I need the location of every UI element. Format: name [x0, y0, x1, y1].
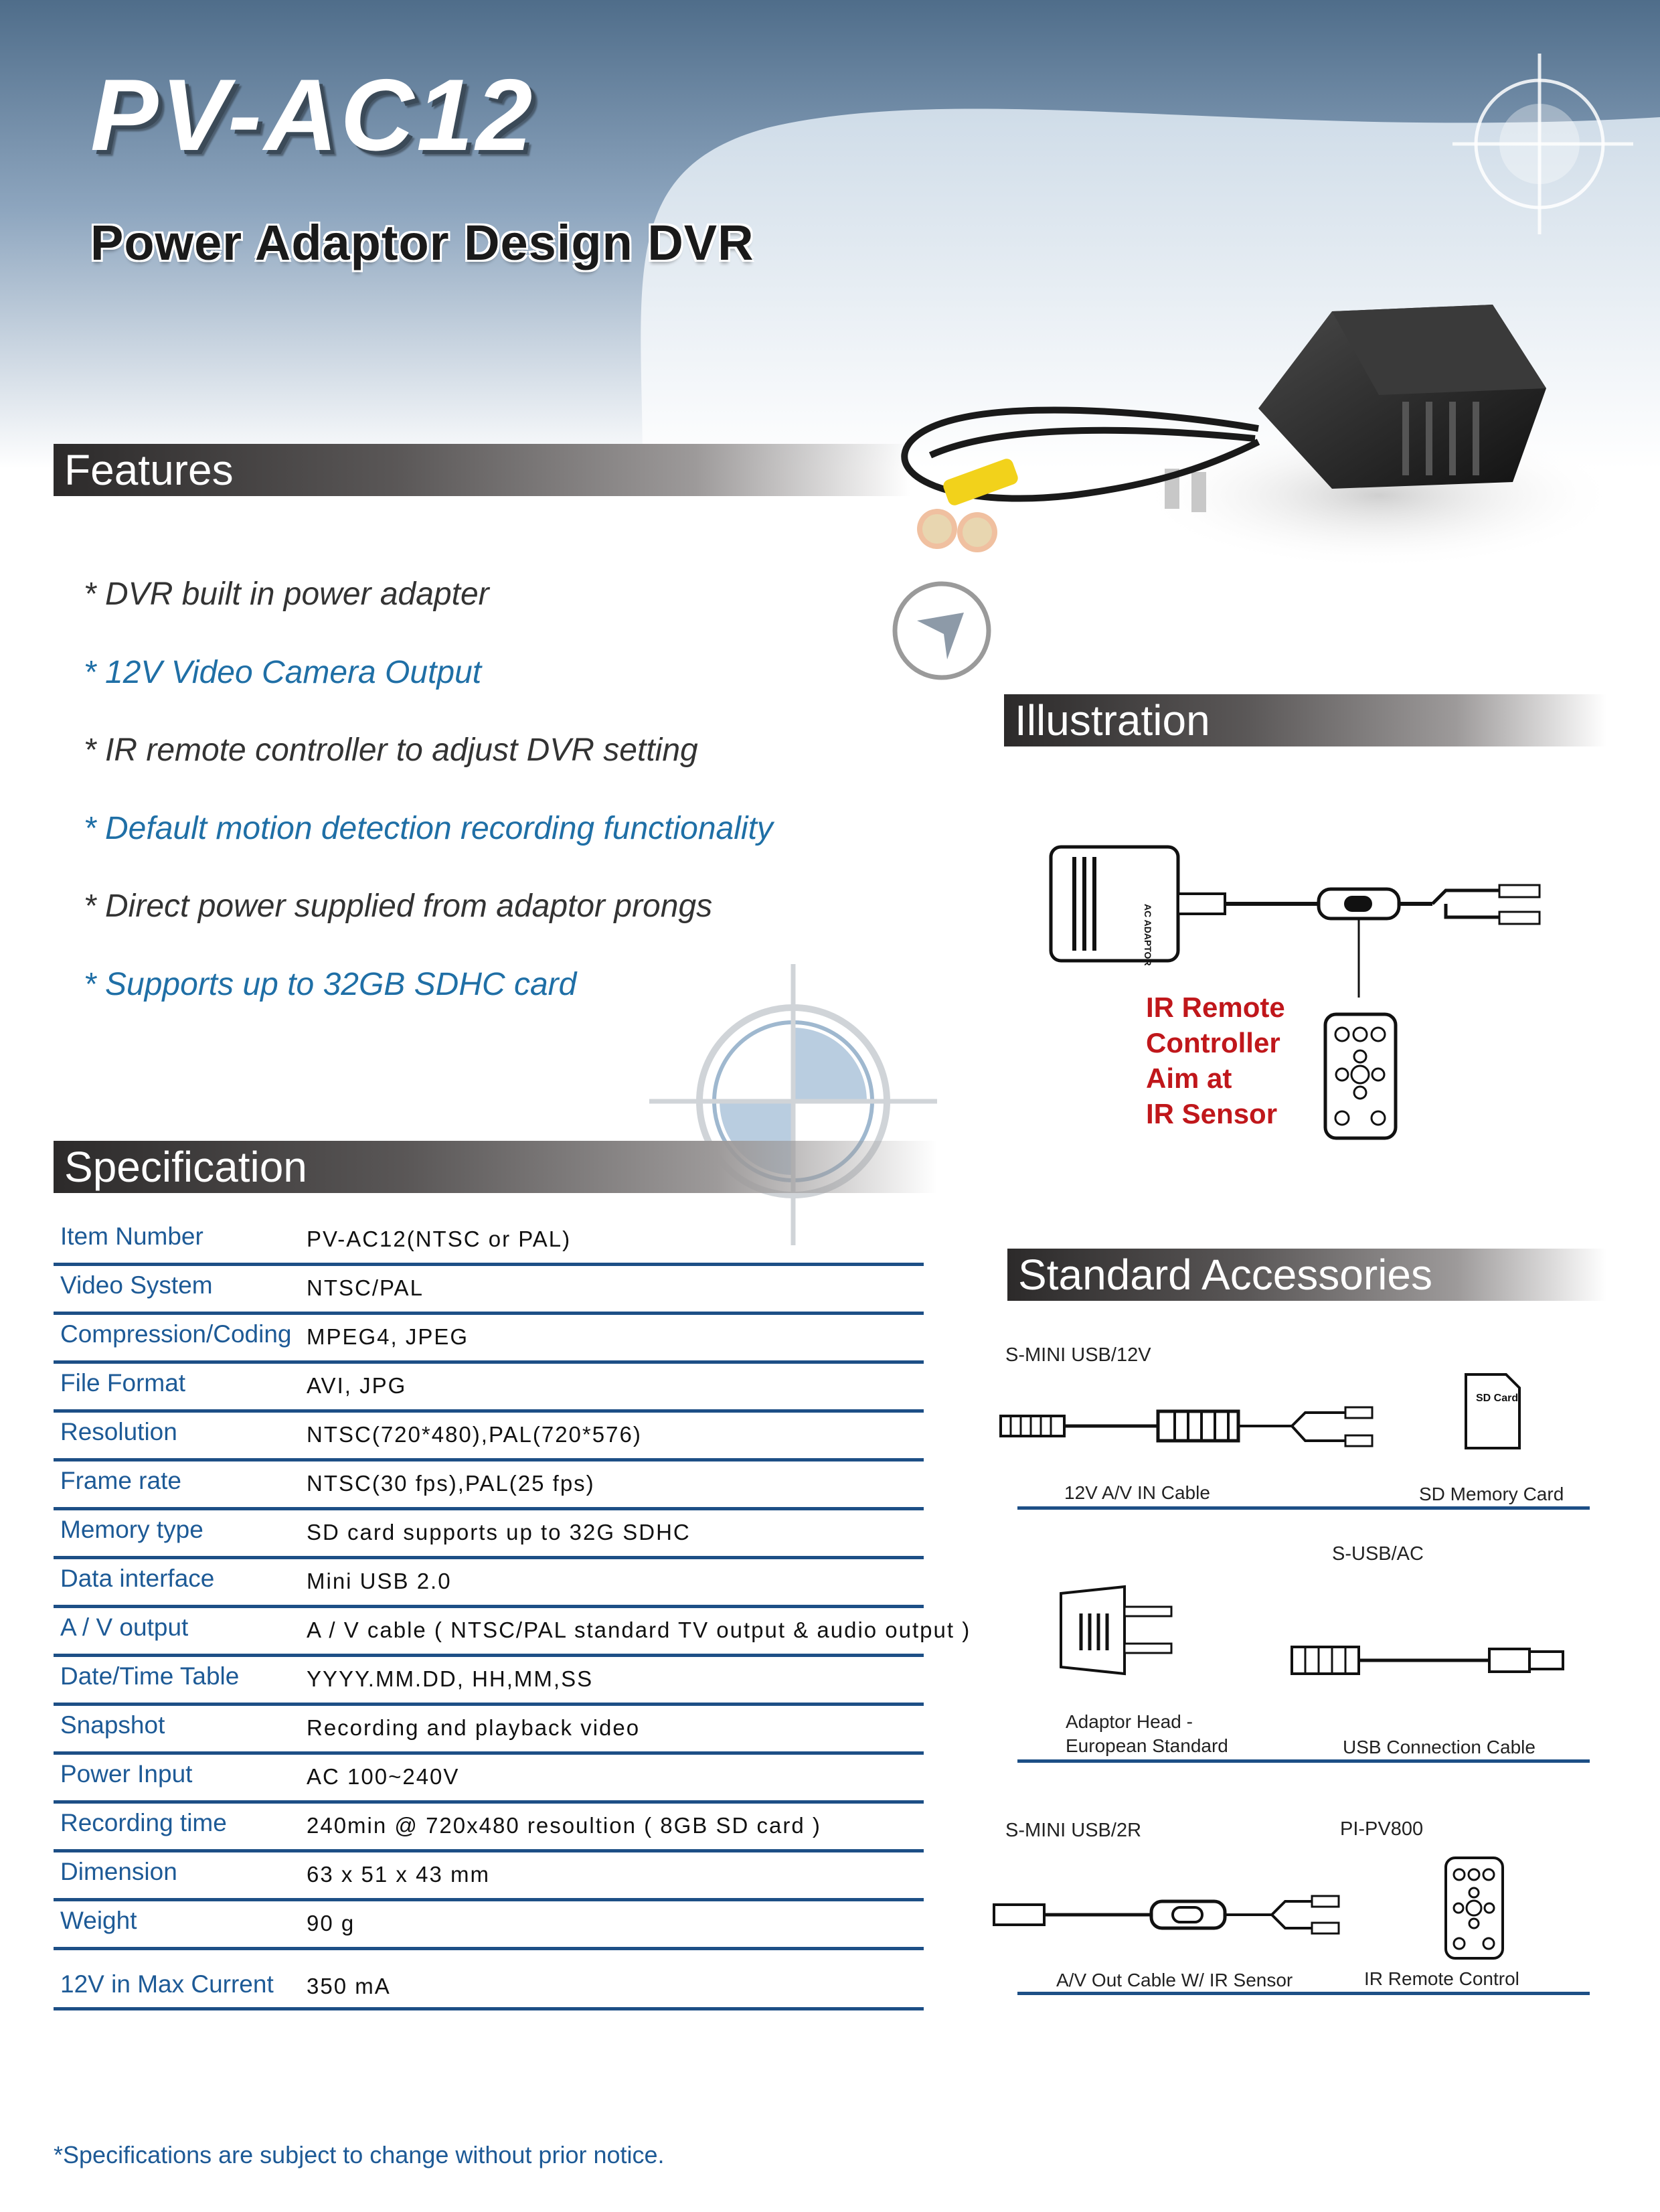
accessory-code: PI-PV800 — [1340, 1818, 1424, 1840]
feature-item: * 12V Video Camera Output — [84, 655, 482, 690]
table-row — [54, 1559, 924, 1608]
spec-label: Date/Time Table — [60, 1662, 240, 1690]
crosshair-icon — [1439, 54, 1640, 254]
spec-value: 240min @ 720x480 resoultion ( 8GB SD card ) — [307, 1813, 821, 1838]
spec-value: AVI, JPG — [307, 1373, 407, 1398]
table-row — [54, 1315, 924, 1364]
adaptor-head-image — [1051, 1580, 1185, 1680]
divider — [1017, 1992, 1590, 1995]
arrow-circle-icon — [890, 579, 994, 683]
ir-callout-line: Controller — [1146, 1027, 1280, 1058]
spec-value: YYYY.MM.DD, HH,MM,SS — [307, 1666, 594, 1691]
crosshair-icon — [649, 964, 937, 1259]
spec-label: Resolution — [60, 1418, 177, 1445]
accessory-label: Adaptor Head - — [1066, 1711, 1193, 1732]
spec-value: 90 g — [307, 1911, 355, 1936]
product-photo — [870, 274, 1620, 596]
feature-item: * DVR built in power adapter — [84, 576, 489, 612]
spec-label: Dimension — [60, 1858, 177, 1885]
table-row — [54, 1364, 924, 1413]
spec-label: Power Input — [60, 1760, 193, 1788]
feature-item: * Direct power supplied from adaptor prongs — [84, 888, 713, 924]
spec-label: Item Number — [60, 1222, 203, 1250]
usb-cable-image — [1289, 1637, 1570, 1684]
accessory-label: A/V Out Cable W/ IR Sensor — [1056, 1970, 1293, 1990]
table-row — [54, 1804, 924, 1852]
spec-value: PV-AC12(NTSC or PAL) — [307, 1227, 572, 1251]
illustration-heading: Illustration — [1004, 694, 1606, 746]
spec-label: Frame rate — [60, 1467, 181, 1494]
spec-value: NTSC(30 fps),PAL(25 fps) — [307, 1471, 595, 1496]
accessory-label: IR Remote Control — [1364, 1968, 1519, 1989]
table-row — [54, 1755, 924, 1804]
accessory-label: SD Memory Card — [1419, 1484, 1564, 1504]
feature-item: * Default motion detection recording functionality — [84, 811, 773, 846]
divider — [1017, 1506, 1590, 1510]
remote-control-icon — [1442, 1854, 1506, 1962]
sd-card-icon — [1463, 1371, 1523, 1451]
table-row — [54, 1608, 971, 1657]
spec-value: AC 100~240V — [307, 1764, 460, 1789]
ir-callout — [1146, 990, 1285, 1131]
ir-callout-line: IR Sensor — [1146, 1098, 1278, 1129]
spec-label: Recording time — [60, 1809, 227, 1836]
table-row — [54, 1950, 924, 2010]
spec-value: NTSC(720*480),PAL(720*576) — [307, 1422, 642, 1447]
accessory-label: USB Connection Cable — [1343, 1737, 1536, 1757]
table-row — [54, 1510, 924, 1559]
illustration-diagram — [1044, 837, 1566, 1152]
spec-label: Compression/Coding — [60, 1320, 292, 1348]
table-row — [54, 1217, 924, 1266]
feature-item: * IR remote controller to adjust DVR setting — [84, 732, 698, 768]
spec-label: Data interface — [60, 1565, 215, 1592]
divider — [1017, 1759, 1590, 1763]
spec-label: Video System — [60, 1271, 213, 1299]
page-title: PV-AC12 — [90, 58, 535, 172]
av-in-cable-image — [997, 1399, 1379, 1453]
spec-label: Memory type — [60, 1516, 203, 1543]
spec-value: 63 x 51 x 43 mm — [307, 1862, 490, 1887]
spec-label: File Format — [60, 1369, 186, 1397]
spec-value: Recording and playback video — [307, 1715, 641, 1740]
spec-value: MPEG4, JPEG — [307, 1324, 469, 1349]
footnote: *Specifications are subject to change without prior notice. — [54, 2141, 665, 2168]
ir-callout-line: Aim at — [1146, 1062, 1232, 1094]
table-row — [54, 1657, 924, 1706]
specification-heading: Specification — [54, 1141, 937, 1193]
table-row — [54, 1266, 924, 1315]
spec-value: A / V cable ( NTSC/PAL standard TV output & audio output ) — [307, 1617, 971, 1642]
accessory-label: European Standard — [1066, 1735, 1228, 1756]
ir-callout-line: IR Remote — [1146, 992, 1285, 1023]
spec-value: 350 mA — [307, 1974, 391, 1998]
page-subtitle: Power Adaptor Design DVR — [90, 215, 754, 270]
accessory-code: S-MINI USB/12V — [1005, 1344, 1151, 1366]
features-heading: Features — [54, 444, 910, 496]
table-row — [54, 1901, 924, 1950]
accessories-heading: Standard Accessories — [1007, 1249, 1606, 1301]
spec-label: 12V in Max Current — [60, 1970, 274, 1998]
feature-item: * Supports up to 32GB SDHC card — [84, 967, 577, 1002]
spec-value: SD card supports up to 32G SDHC — [307, 1520, 691, 1545]
accessory-code: S-USB/AC — [1332, 1543, 1424, 1565]
table-row — [54, 1413, 924, 1462]
adapter-label: AC ADAPTOR — [1143, 904, 1153, 966]
table-row — [54, 1462, 924, 1510]
table-row — [54, 1706, 924, 1755]
accessory-label: 12V A/V IN Cable — [1064, 1482, 1210, 1503]
spec-value: NTSC/PAL — [307, 1275, 424, 1300]
spec-label: A / V output — [60, 1613, 189, 1641]
av-out-cable-image — [991, 1888, 1345, 1942]
spec-label: Snapshot — [60, 1711, 165, 1739]
accessory-code: S-MINI USB/2R — [1005, 1820, 1142, 1841]
table-row — [54, 1852, 924, 1901]
sd-card-text: SD Card — [1476, 1393, 1519, 1404]
spec-value: Mini USB 2.0 — [307, 1569, 452, 1593]
spec-label: Weight — [60, 1907, 137, 1934]
